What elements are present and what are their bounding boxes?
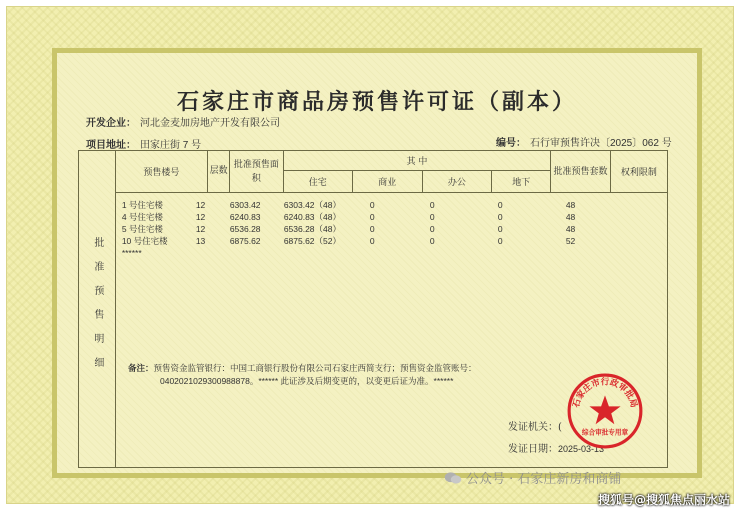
issuer-org-label: 发证机关：( (508, 422, 562, 433)
header-commercial: 商业 (353, 171, 423, 193)
header-office: 办公 (422, 171, 492, 193)
cell-building: 1 号住宅楼 (121, 200, 163, 210)
cell-underground: 0 (497, 224, 503, 234)
number-label: 编号： (496, 138, 526, 149)
header-floors: 层数 (207, 151, 229, 193)
wechat-watermark-text: 公众号 · 石家庄新房和商铺 (466, 472, 622, 487)
header-approved-area: 批准预售面积 (230, 151, 283, 193)
cell-floors: 13 (195, 236, 206, 246)
table-row (122, 235, 661, 247)
header-of-which: 其 中 (283, 151, 551, 171)
table-row (122, 211, 661, 223)
note-block (128, 362, 477, 387)
number-row (496, 134, 672, 149)
cell-underground: 0 (497, 200, 503, 210)
end-mark: ****** (121, 248, 142, 258)
cell-underground: 0 (497, 212, 503, 222)
cell-commercial: 0 (369, 224, 375, 234)
address-label: 项目地址： (86, 140, 136, 151)
note-label: 备注： (128, 364, 154, 374)
rows-container (122, 199, 661, 247)
seal-bottom-text: 综合审批专用章 (581, 428, 629, 437)
wechat-icon (444, 471, 462, 485)
cell-residential: 6875.62（52） (283, 236, 341, 246)
header-underground: 地下 (492, 171, 551, 193)
cell-commercial: 0 (369, 200, 375, 210)
cell-floors: 12 (195, 200, 206, 210)
cell-units: 52 (565, 236, 576, 246)
cell-floors: 12 (195, 212, 206, 222)
certificate-title: 石家庄市商品房预售许可证（副本） (176, 89, 577, 115)
developer-value: 河北金麦加房地产开发有限公司 (140, 118, 280, 129)
issuer-date-label: 发证日期： (508, 444, 558, 455)
cell-building: 5 号住宅楼 (121, 224, 163, 234)
issuer-date-value: 2025-03-13 (558, 444, 605, 454)
side-label: 批准预售明细 (79, 151, 116, 468)
cell-office: 0 (429, 212, 435, 222)
cell-office: 0 (429, 200, 435, 210)
cell-units: 48 (565, 224, 576, 234)
header-restriction: 权利限制 (610, 151, 667, 193)
header-building: 预售楼号 (115, 151, 207, 193)
address-row (86, 136, 201, 151)
developer-row (86, 114, 280, 129)
header-residential: 住宅 (283, 171, 353, 193)
official-seal (566, 372, 644, 450)
cell-building: 10 号住宅楼 (121, 236, 168, 246)
table-row (122, 223, 661, 235)
note-line-1: 预售资金监管银行：中国工商银行股份有限公司石家庄西简支行；预售资金监管账号： (153, 363, 477, 373)
cell-units: 48 (565, 212, 576, 222)
cell-commercial: 0 (369, 236, 375, 246)
cell-area: 6303.42 (229, 200, 261, 210)
note-line-2: 0402021029300988878。****** 此证涉及后期变更的，以变更后证为准。****** (160, 376, 454, 386)
table-row (122, 199, 661, 211)
cell-office: 0 (429, 224, 435, 234)
cell-residential: 6536.28（48） (283, 224, 341, 234)
wechat-watermark (444, 468, 621, 487)
cell-commercial: 0 (369, 212, 375, 222)
seal-top-text: 石家庄市行政审批局 (571, 377, 639, 409)
cell-units: 48 (565, 200, 576, 210)
cell-residential: 6240.83（48） (283, 212, 341, 222)
cell-residential: 6303.42（48） (283, 200, 341, 210)
cell-area: 6240.83 (229, 212, 261, 222)
cell-area: 6536.28 (229, 224, 261, 234)
issuer-org (508, 418, 562, 433)
star-icon (589, 395, 620, 424)
cell-underground: 0 (497, 236, 503, 246)
sohu-watermark: 搜狐号@搜狐焦点丽水站 (597, 493, 730, 507)
number-value: 石行审预售许决〔2025〕062 号 (530, 138, 672, 149)
address-value: 田家庄街 7 号 (140, 140, 202, 151)
cell-area: 6875.62 (229, 236, 261, 246)
cell-floors: 12 (195, 224, 206, 234)
header-approved-units: 批准预售套数 (551, 151, 610, 193)
cell-building: 4 号住宅楼 (121, 212, 163, 222)
developer-label: 开发企业： (86, 118, 136, 129)
cell-office: 0 (429, 236, 435, 246)
